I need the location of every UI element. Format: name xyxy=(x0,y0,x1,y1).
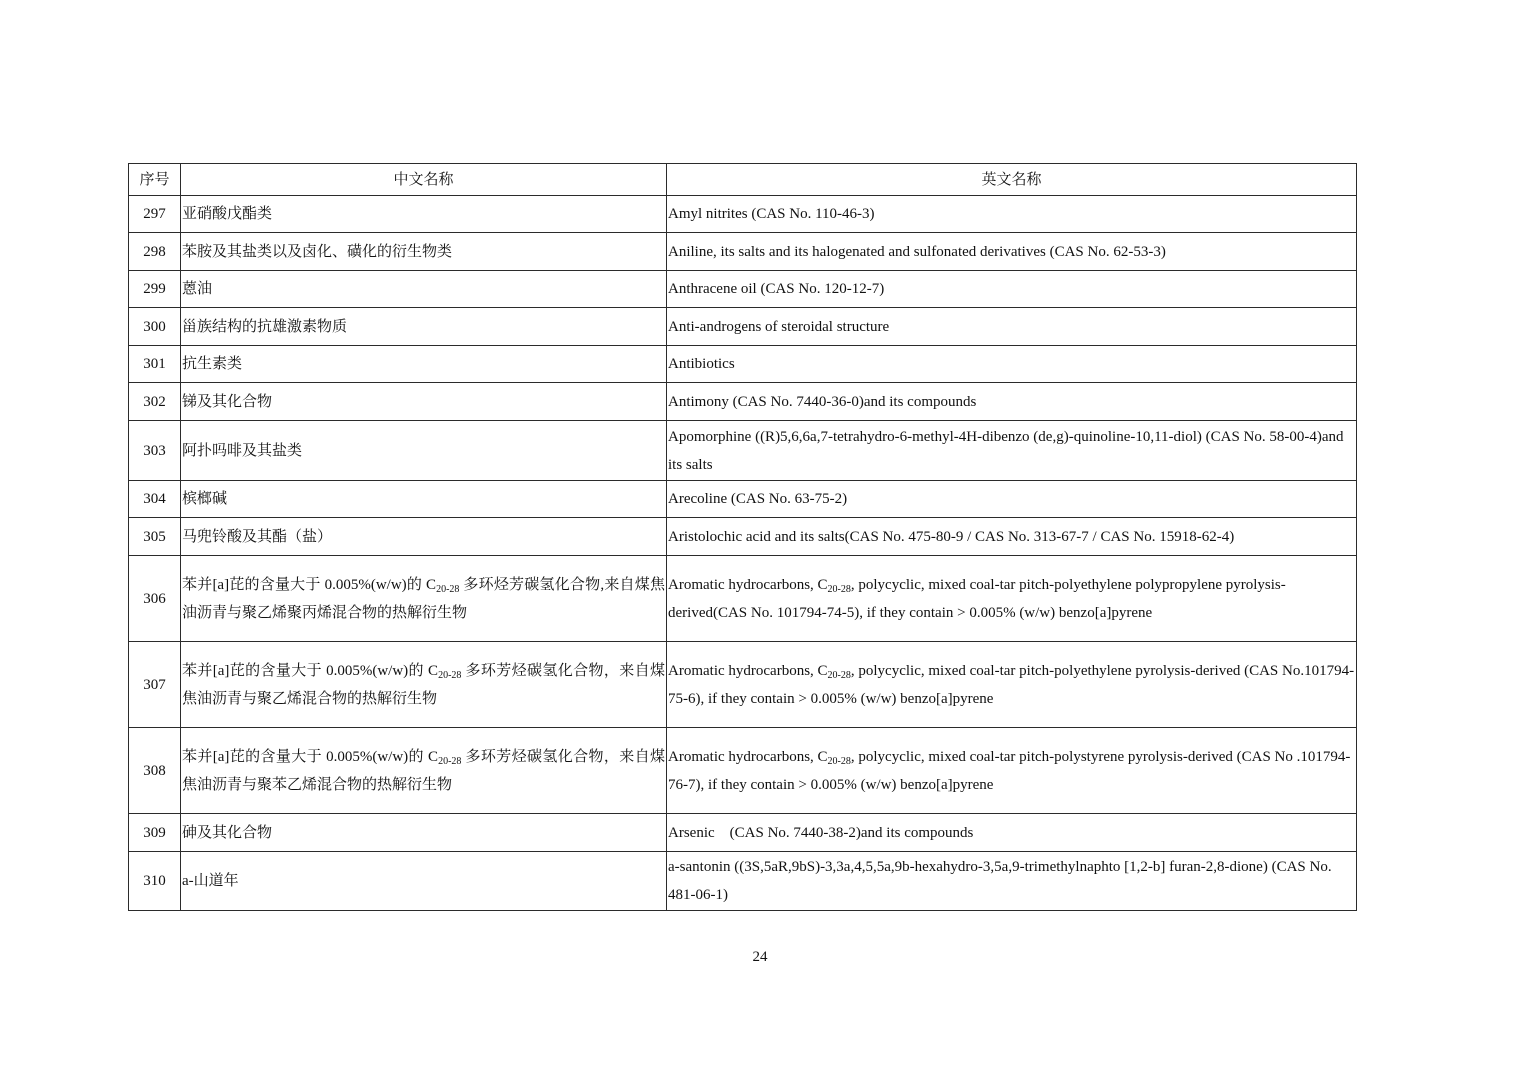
carbon-range-subscript: 20-28 xyxy=(436,583,460,595)
table-row xyxy=(129,421,1357,481)
row-number: 300 xyxy=(129,308,181,346)
row-number: 306 xyxy=(129,556,181,642)
chinese-name-part: 多环芳烃碳氢化合物，来自煤焦油沥青与聚乙烯混合物的热解衍生物 xyxy=(182,662,665,707)
chinese-name: 蒽油 xyxy=(181,271,667,308)
table-row xyxy=(129,346,1357,383)
english-name-part: , polycyclic, mixed coal-tar pitch-polyethylene pyrolysis-derived (CAS No.101794-75-6), if they contain > 0.005% (w/w) benzo[a]pyrene xyxy=(668,662,1355,707)
carbon-range-subscript: 20-28 xyxy=(827,755,851,767)
row-number: 309 xyxy=(129,814,181,852)
english-name-part: , polycyclic, mixed coal-tar pitch-polyethylene polypropylene pyrolysis-derived(CAS No. 101794-74-5), if they contain > 0.005% (w/w) benzo[a]pyrene xyxy=(668,576,1286,621)
english-name: Arecoline (CAS No. 63-75-2) xyxy=(667,481,1357,518)
chinese-name-part: 苯并[a]芘的含量大于 0.005%(w/w)的 C xyxy=(182,576,437,593)
table-row xyxy=(129,233,1357,271)
chinese-name: 砷及其化合物 xyxy=(181,814,667,852)
english-name: Aniline, its salts and its halogenated and sulfonated derivatives (CAS No. 62-53-3) xyxy=(667,233,1357,271)
chinese-name: 亚硝酸戊酯类 xyxy=(181,196,667,233)
table-row xyxy=(129,308,1357,346)
carbon-range-subscript: 20-28 xyxy=(827,583,851,595)
english-name: Antibiotics xyxy=(667,346,1357,383)
chinese-name: a-山道年 xyxy=(181,852,667,911)
english-name: Anti-androgens of steroidal structure xyxy=(667,308,1357,346)
carbon-range-subscript: 20-28 xyxy=(438,669,462,681)
english-name xyxy=(667,642,1357,728)
english-name-part: Aromatic hydrocarbons, C xyxy=(668,662,828,679)
english-name xyxy=(667,728,1357,814)
chinese-name-part: 苯并[a]芘的含量大于 0.005%(w/w)的 C xyxy=(182,748,439,765)
table-row xyxy=(129,728,1357,814)
chinese-name: 槟榔碱 xyxy=(181,481,667,518)
row-number: 305 xyxy=(129,518,181,556)
chinese-name-part: 多环烃芳碳氢化合物,来自煤焦油沥青与聚乙烯聚丙烯混合物的热解衍生物 xyxy=(182,576,665,621)
english-name: Amyl nitrites (CAS No. 110-46-3) xyxy=(667,196,1357,233)
row-number: 297 xyxy=(129,196,181,233)
english-name: Antimony (CAS No. 7440-36-0)and its compounds xyxy=(667,383,1357,421)
header-chinese-name: 中文名称 xyxy=(181,164,667,196)
chinese-name: 抗生素类 xyxy=(181,346,667,383)
row-number: 303 xyxy=(129,421,181,481)
row-number: 301 xyxy=(129,346,181,383)
substance-table xyxy=(128,163,1357,911)
english-name: Arsenic (CAS No. 7440-38-2)and its compounds xyxy=(667,814,1357,852)
english-name: a-santonin ((3S,5aR,9bS)-3,3a,4,5,5a,9b-hexahydro-3,5a,9-trimethylnaphto [1,2-b] furan-2,8-dione) (CAS No. 481-06-1) xyxy=(667,852,1357,911)
carbon-range-subscript: 20-28 xyxy=(827,669,851,681)
english-name-part: Aromatic hydrocarbons, C xyxy=(668,748,828,765)
row-number: 307 xyxy=(129,642,181,728)
english-name xyxy=(667,556,1357,642)
chinese-name: 马兜铃酸及其酯（盐） xyxy=(181,518,667,556)
row-number: 299 xyxy=(129,271,181,308)
table-row xyxy=(129,814,1357,852)
carbon-range-subscript: 20-28 xyxy=(438,755,462,767)
chinese-name: 苯胺及其盐类以及卤化、磺化的衍生物类 xyxy=(181,233,667,271)
table-row xyxy=(129,481,1357,518)
chinese-name-part: 多环芳烃碳氢化合物，来自煤焦油沥青与聚苯乙烯混合物的热解衍生物 xyxy=(182,748,665,793)
table-row xyxy=(129,852,1357,911)
chinese-name: 锑及其化合物 xyxy=(181,383,667,421)
table-header-row xyxy=(129,164,1357,196)
chinese-name: 甾族结构的抗雄激素物质 xyxy=(181,308,667,346)
english-name: Aristolochic acid and its salts(CAS No. 475-80-9 / CAS No. 313-67-7 / CAS No. 15918-62-4) xyxy=(667,518,1357,556)
english-name: Apomorphine ((R)5,6,6a,7-tetrahydro-6-methyl-4H-dibenzo (de,g)-quinoline-10,11-diol) (CAS No. 58-00-4)and its salts xyxy=(667,421,1357,481)
english-name-part: Aromatic hydrocarbons, C xyxy=(668,576,828,593)
row-number: 310 xyxy=(129,852,181,911)
english-name-part: , polycyclic, mixed coal-tar pitch-polystyrene pyrolysis-derived (CAS No .101794-76-7), if they contain > 0.005% (w/w) benzo[a]pyrene xyxy=(668,748,1351,793)
table-row xyxy=(129,271,1357,308)
chinese-name xyxy=(181,556,667,642)
page-number: 24 xyxy=(752,949,768,965)
chinese-name: 阿扑吗啡及其盐类 xyxy=(181,421,667,481)
row-number: 298 xyxy=(129,233,181,271)
english-name: Anthracene oil (CAS No. 120-12-7) xyxy=(667,271,1357,308)
row-number: 308 xyxy=(129,728,181,814)
header-number: 序号 xyxy=(129,164,181,196)
table-row xyxy=(129,383,1357,421)
row-number: 302 xyxy=(129,383,181,421)
header-english-name: 英文名称 xyxy=(667,164,1357,196)
row-number: 304 xyxy=(129,481,181,518)
table-row xyxy=(129,196,1357,233)
chinese-name xyxy=(181,642,667,728)
table-row xyxy=(129,518,1357,556)
table-row xyxy=(129,642,1357,728)
chinese-name xyxy=(181,728,667,814)
chinese-name-part: 苯并[a]芘的含量大于 0.005%(w/w)的 C xyxy=(182,662,439,679)
table-row xyxy=(129,556,1357,642)
